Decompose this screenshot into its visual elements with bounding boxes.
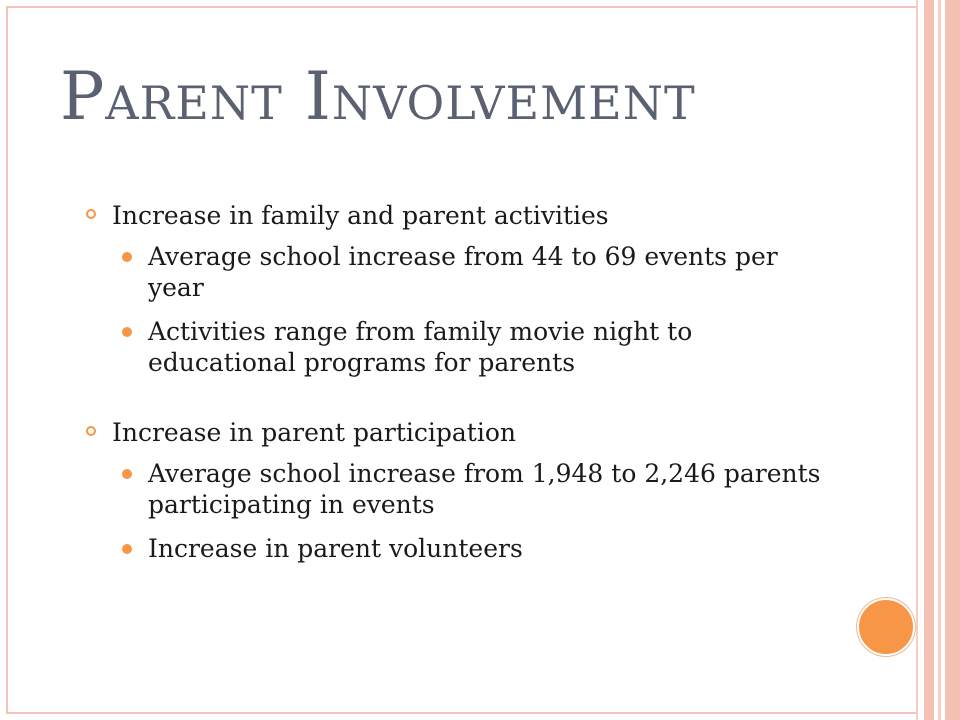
ring-bullet-icon <box>86 209 96 219</box>
bullet-level1 <box>86 200 826 231</box>
dot-bullet-icon <box>122 327 132 337</box>
bullet-text: Activities range from family movie night to educational programs for parents <box>148 317 693 377</box>
bullet-level2 <box>86 316 826 378</box>
ring-bullet-icon <box>86 426 96 436</box>
bullet-level1 <box>86 417 826 448</box>
section-spacer <box>86 391 826 417</box>
bullet-level2 <box>86 458 826 520</box>
slide-content <box>86 200 826 577</box>
bullet-text: Average school increase from 1,948 to 2,246 parents participating in events <box>148 459 821 519</box>
slide-title: Parent Involvement <box>60 58 696 135</box>
bullet-text: Increase in parent participation <box>112 418 516 447</box>
bullet-level2 <box>86 241 826 303</box>
bullet-text: Average school increase from 44 to 69 events per year <box>148 242 778 302</box>
bullet-text: Increase in parent volunteers <box>148 534 523 563</box>
bullet-text: Increase in family and parent activities <box>112 201 609 230</box>
right-decorative-stripes <box>916 0 960 720</box>
dot-bullet-icon <box>122 252 132 262</box>
orange-circle-decoration <box>857 598 915 656</box>
bullet-level2 <box>86 533 826 564</box>
dot-bullet-icon <box>122 544 132 554</box>
dot-bullet-icon <box>122 469 132 479</box>
